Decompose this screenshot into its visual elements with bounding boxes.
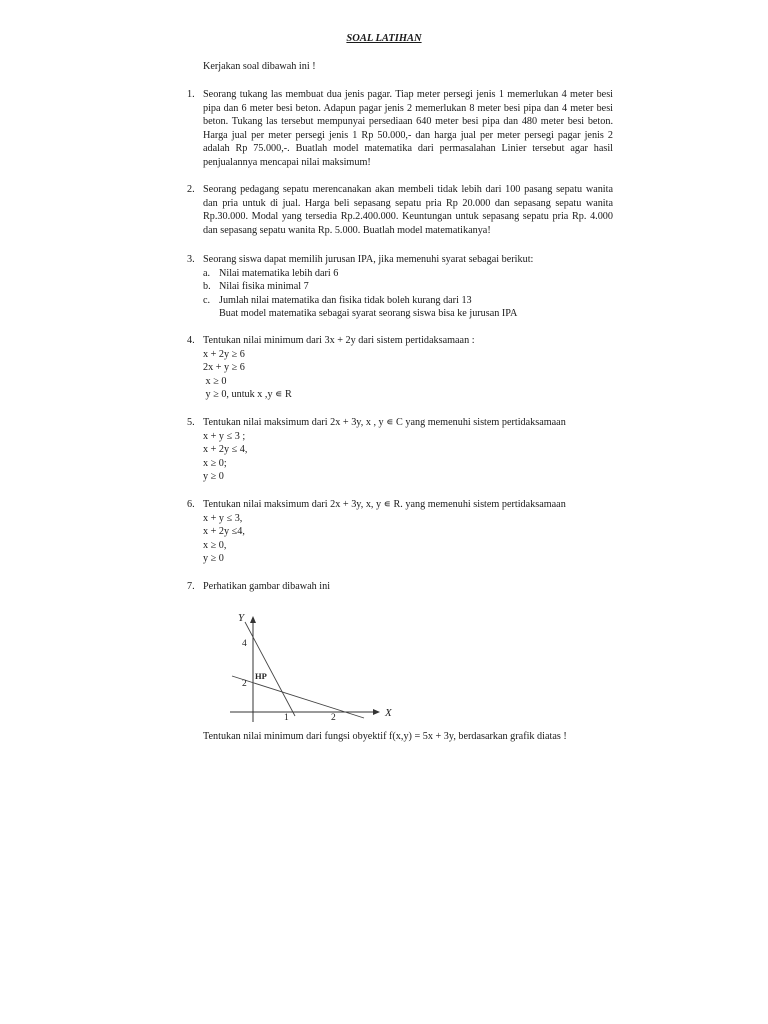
question-6: [187, 498, 613, 566]
constraint-line: x ≥ 0: [203, 375, 227, 387]
y-tick-label: 2: [242, 679, 247, 689]
constraint-line: x ≥ 0;: [203, 457, 227, 469]
constraint-line: x + y ≤ 3 ;: [203, 430, 246, 442]
x-tick-label: 1: [284, 713, 289, 723]
constraint-line: x + 2y ≤ 4,: [203, 444, 248, 456]
question-2: [187, 183, 613, 237]
question-followup: Buat model matematika sebagai syarat seorang siswa bisa ke jurusan IPA: [219, 308, 518, 320]
constraint-line: x + 2y ≥ 6: [203, 348, 245, 360]
question-number: 1.: [187, 89, 195, 100]
constraint-line: y ≥ 0: [203, 471, 224, 483]
option-b: b. Nilai fisika minimal 7: [203, 281, 309, 293]
question-text: Seorang siswa dapat memilih jurusan IPA, jika memenuhi syarat sebagai berikut:: [203, 254, 534, 265]
x-tick-label: 2: [331, 713, 336, 723]
question-number: 7.: [187, 581, 195, 592]
closing-question: Tentukan nilai minimum dari fungsi obyektif f(x,y) = 5x + 3y, berdasarkan grafik diatas !: [203, 731, 567, 742]
question-text: Seorang tukang las membuat dua jenis pagar. Tiap meter persegi jenis 1 memerlukan 4 meter besi pipa dan 6 meter besi beton. Adapun pagar jenis 2 memerlukan 8 meter besi pipa dan 4 meter besi beton. Tukang las tersebut mempunyai persediaan 640 meter besi pipa dan 480 meter besi beton. Harga jual per meter persegi jenis 1 Rp 50.000,- dan harga jual per meter persegi pagar jenis 2 adalah Rp 75.000,-. Buatlah model matematika dari permasalahan Linier tersebut agar hasil penjualannya mencapai nilai maksimum!: [203, 89, 613, 168]
feasible-region-graph: [228, 606, 428, 724]
question-number: 6.: [187, 499, 195, 510]
constraint-line: y ≥ 0, untuk x ,y ∊ R: [203, 389, 292, 401]
x-axis-label: X: [385, 707, 392, 719]
option-a: a. Nilai matematika lebih dari 6: [203, 267, 339, 279]
instruction-text: Kerjakan soal dibawah ini !: [203, 61, 316, 72]
constraint-line: 2x + y ≥ 6: [203, 362, 245, 374]
constraint-line: x + y ≤ 3,: [203, 512, 243, 524]
question-number: 4.: [187, 335, 195, 346]
page-title: SOAL LATIHAN: [346, 33, 422, 44]
y-axis-label: Y: [238, 612, 245, 624]
question-4: [187, 334, 613, 402]
question-7: [187, 580, 613, 594]
constraint-line: y ≥ 0: [203, 553, 224, 565]
question-3: [187, 253, 613, 321]
question-text: Tentukan nilai minimum dari 3x + 2y dari sistem pertidaksamaan :: [203, 335, 475, 346]
region-label: HP: [255, 671, 267, 681]
constraint-line: x ≥ 0,: [203, 539, 227, 551]
question-5: [187, 416, 613, 484]
y-tick-label: 4: [242, 639, 247, 649]
question-1: [187, 88, 613, 170]
question-number: 2.: [187, 184, 195, 195]
question-text: Tentukan nilai maksimum dari 2x + 3y, x, y ∊ R. yang memenuhi sistem pertidaksamaan: [203, 499, 566, 510]
question-text: Perhatikan gambar dibawah ini: [203, 581, 331, 592]
question-text: Seorang pedagang sepatu merencanakan akan membeli tidak lebih dari 100 pasang sepatu wanita dan pria untuk di jual. Harga beli sepasang sepatu pria Rp 20.000 dan sepasang sepatu wanita Rp.30.000. Modal yang tersedia Rp.2.400.000. Keuntungan untuk sepasang sepatu pria Rp. 4.000 dan sepasang sepatu wanita Rp. 5.000. Buatlah model matematikanya!: [203, 184, 613, 236]
question-number: 5.: [187, 417, 195, 428]
option-c: c. Jumlah nilai matematika dan fisika tidak boleh kurang dari 13: [203, 294, 472, 306]
constraint-line: x + 2y ≤4,: [203, 526, 245, 538]
question-text: Tentukan nilai maksimum dari 2x + 3y, x , y ∊ C yang memenuhi sistem pertidaksamaan: [203, 417, 566, 428]
question-number: 3.: [187, 254, 195, 265]
